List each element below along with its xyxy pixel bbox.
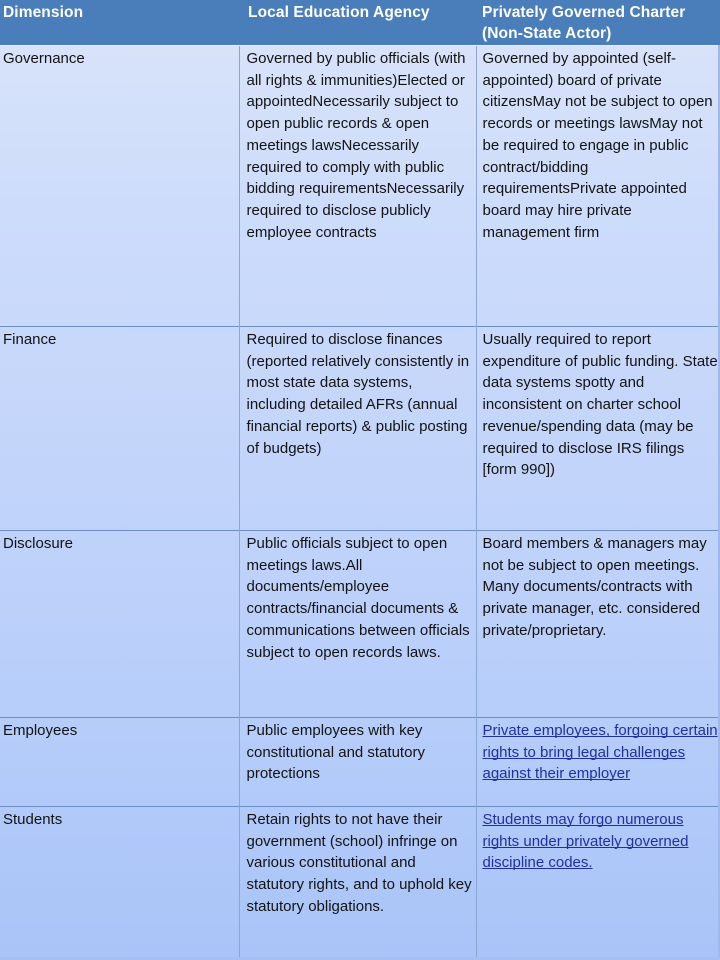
- lea-text: Governed by public officials (with all rights & immunities)Elected or appointedNecessarily subject to open public records & open meetings lawsNecessarily required to comply with public bidding requirementsNecessarily required to disclose publicly employee contracts: [246, 49, 466, 241]
- charter-text: Board members & managers may not be subject to open meetings. Many documents/contracts with private manager, etc. considered private/proprietary.: [482, 534, 707, 639]
- charter-employees-link[interactable]: Private employees, forgoing certain rights to bring legal challenges against their employer: [482, 721, 718, 783]
- cell-charter-disclosure: [476, 530, 720, 717]
- cell-charter-employees: [476, 717, 720, 806]
- cell-dimension-disclosure: [0, 530, 239, 717]
- cell-lea-students: [239, 806, 476, 960]
- cell-lea-disclosure: [239, 530, 476, 717]
- column-header-dimension: Dimension: [0, 0, 239, 45]
- column-header-local-education-agency: Local Education Agency: [239, 0, 476, 45]
- charter-students-link[interactable]: Students may forgo numerous rights under privately governed discipline codes.: [482, 810, 689, 872]
- cell-charter-governance: [476, 45, 720, 326]
- table-row-students: [0, 806, 720, 960]
- charter-text: Governed by appointed (self-appointed) board of private citizensMay not be subject to open records or meetings lawsMay not be required to engage in public contract/bidding requirementsPrivate appointed board may hire private management firm: [482, 49, 713, 241]
- cell-charter-students: [476, 806, 720, 960]
- lea-text: Public employees with key constitutional and statutory protections: [246, 721, 425, 783]
- table-row-finance: [0, 326, 720, 530]
- dimension-label: Governance: [3, 49, 85, 67]
- table-row-employees: [0, 717, 720, 806]
- lea-text: Public officials subject to open meetings laws.All documents/employee contracts/financial documents & communications between officials subject to open records laws.: [246, 534, 470, 661]
- table-body: [0, 45, 720, 960]
- cell-lea-governance: [239, 45, 476, 326]
- dimension-label: Disclosure: [3, 534, 74, 552]
- cell-lea-employees: [239, 717, 476, 806]
- cell-dimension-finance: [0, 326, 239, 530]
- cell-dimension-governance: [0, 45, 239, 326]
- dimension-label: Students: [3, 810, 63, 828]
- table-header: [0, 0, 720, 45]
- column-header-privately-governed-charter: Privately Governed Charter (Non-State Actor): [476, 0, 720, 45]
- cell-lea-finance: [239, 326, 476, 530]
- header-row: [0, 0, 720, 45]
- table-row-governance: [0, 45, 720, 326]
- cell-charter-finance: [476, 326, 720, 530]
- cell-dimension-employees: [0, 717, 239, 806]
- table-row-disclosure: [0, 530, 720, 717]
- lea-text: Required to disclose finances (reported relatively consistently in most state data systems, including detailed AFRs (annual financial reports) & public posting of budgets): [246, 330, 470, 457]
- lea-text: Retain rights to not have their government (school) infringe on various constitutional and statutory rights, and to uphold key statutory obligations.: [246, 810, 472, 915]
- dimension-label: Employees: [3, 721, 78, 739]
- charter-text: Usually required to report expenditure of public funding. State data systems spotty and inconsistent on charter school revenue/spending data (may be required to disclose IRS filings [form 990]): [482, 330, 718, 479]
- dimension-label: Finance: [3, 330, 57, 348]
- cell-dimension-students: [0, 806, 239, 960]
